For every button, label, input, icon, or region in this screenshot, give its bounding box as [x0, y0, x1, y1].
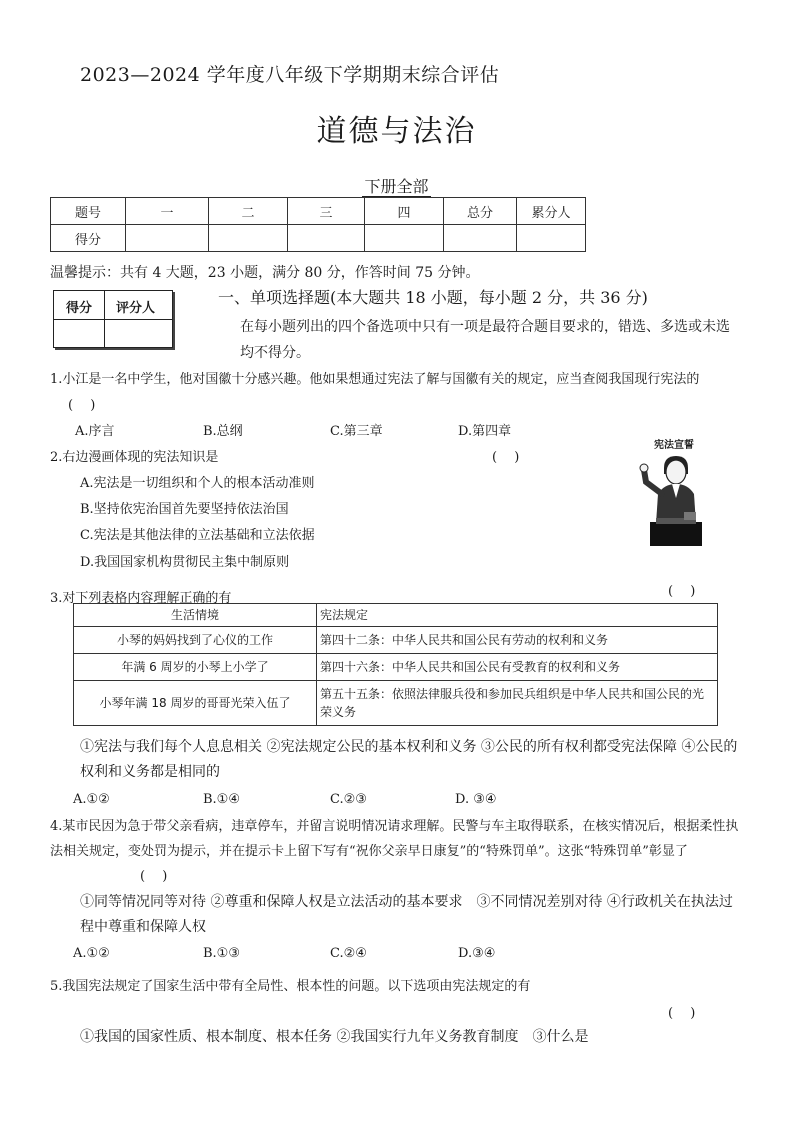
score-input-cell[interactable] — [126, 225, 209, 252]
answer-paren[interactable]: ( ) — [668, 584, 696, 599]
score-cell: 得分 — [51, 225, 126, 252]
option-b: B.总纲 — [203, 424, 243, 439]
option-d: D.③④ — [458, 946, 496, 961]
question-5-statements: ①我国的国家性质、根本制度、根本任务 ②我国实行九年义务教育制度 ③什么是 — [80, 1029, 589, 1045]
question-3-table — [73, 603, 718, 726]
score-cell: 累分人 — [517, 198, 586, 225]
table-cell-provision: 第四十二条：中华人民共和国公民有劳动的权利和义务 — [317, 627, 718, 654]
option-c: C.②④ — [330, 946, 367, 961]
question-3-stem: 3.对下列表格内容理解正确的有 — [50, 591, 232, 606]
score-table — [50, 197, 586, 252]
oath-figure-icon — [634, 450, 716, 550]
question-2-stem: 2.右边漫画体现的宪法知识是 — [50, 450, 219, 465]
table-cell-situation: 小琴年满 18 周岁的哥哥光荣入伍了 — [74, 681, 317, 726]
table-header-row — [74, 604, 718, 627]
option-a: A.序言 — [75, 424, 115, 439]
option-c: C.宪法是其他法律的立法基础和立法依据 — [80, 528, 315, 543]
exam-title: 2023—2024 学年度八年级下学期期末综合评估 — [80, 64, 500, 86]
score-input-cell[interactable] — [517, 225, 586, 252]
score-input-cell[interactable] — [444, 225, 517, 252]
score-input-cell[interactable] — [209, 225, 288, 252]
question-4-statements: ①同等情况同等对待 ②尊重和保障人权是立法活动的基本要求 ③不同情况差别对待 ④行政机关在执法过程中尊重和保障人权 — [80, 894, 733, 935]
table-cell-provision: 第五十五条：依照法律服兵役和参加民兵组织是中华人民共和国公民的光荣义务 — [317, 681, 718, 726]
volume-label — [0, 174, 793, 197]
answer-paren[interactable]: ( ) — [68, 398, 96, 413]
score-cell: 一 — [126, 198, 209, 225]
option-a: A.宪法是一切组织和个人的根本活动准则 — [80, 476, 315, 491]
exam-tip: 温馨提示：共有 4 大题，23 小题，满分 80 分，作答时间 75 分钟。 — [50, 265, 480, 281]
score-cell: 题号 — [51, 198, 126, 225]
question-5-stem: 5.我国宪法规定了国家生活中带有全局性、根本性的问题。以下选项由宪法规定的有 — [50, 979, 531, 994]
answer-paren[interactable]: ( ) — [668, 1006, 696, 1021]
score-cell: 二 — [209, 198, 288, 225]
grader-box — [53, 290, 173, 348]
cartoon-caption: 宪法宣誓 — [654, 440, 694, 451]
score-cell: 四 — [365, 198, 444, 225]
option-d: D. ③④ — [455, 792, 497, 807]
answer-paren[interactable]: ( ) — [492, 450, 520, 465]
score-input-cell[interactable] — [365, 225, 444, 252]
table-cell-situation: 小琴的妈妈找到了心仪的工作 — [74, 627, 317, 654]
section-description: 在每小题列出的四个备选项中只有一项是最符合题目要求的，错选、多选或未选均不得分。 — [240, 319, 730, 361]
score-input-cell[interactable] — [288, 225, 365, 252]
table-cell-provision: 第四十六条：中华人民共和国公民有受教育的权利和义务 — [317, 654, 718, 681]
score-table-header-row — [51, 198, 586, 225]
option-b: B.①③ — [203, 946, 240, 961]
option-a: A.①② — [73, 792, 110, 807]
question-4-stem — [50, 814, 740, 889]
score-cell: 三 — [288, 198, 365, 225]
question-1-stem: 1.小江是一名中学生，他对国徽十分感兴趣。他如果想通过宪法了解与国徽有关的规定，应当查阅我国现行宪法的 — [50, 372, 700, 387]
answer-paren[interactable]: ( ) — [140, 869, 168, 884]
score-cell: 总分 — [444, 198, 517, 225]
score-table-score-row — [51, 225, 586, 252]
table-cell-situation: 年满 6 周岁的小琴上小学了 — [74, 654, 317, 681]
section-title: 一、单项选择题(本大题共 18 小题，每小题 2 分，共 36 分) — [218, 288, 648, 307]
option-b: B.坚持依宪治国首先要坚持依法治国 — [80, 502, 289, 517]
option-a: A.①② — [73, 946, 110, 961]
table-row — [74, 627, 718, 654]
table-header-provision: 宪法规定 — [317, 604, 718, 627]
grader-box-grader-label: 评分人 — [116, 301, 156, 316]
subject-title: 道德与法治 — [316, 114, 477, 149]
constitution-oath-cartoon — [634, 436, 716, 548]
volume-text: 下册全部 — [364, 177, 429, 196]
option-d: D.第四章 — [458, 424, 512, 439]
grader-box-score-label: 得分 — [66, 301, 93, 316]
table-row — [74, 654, 718, 681]
option-c: C.②③ — [330, 792, 367, 807]
question-3-statements: ①宪法与我们每个人息息相关 ②宪法规定公民的基本权利和义务 ③公民的所有权利都受宪法保障 ④公民的权利和义务都是相同的 — [80, 739, 738, 780]
option-d: D.我国国家机构贯彻民主集中制原则 — [80, 555, 290, 570]
table-header-situation: 生活情境 — [74, 604, 317, 627]
table-row — [74, 681, 718, 726]
option-c: C.第三章 — [330, 424, 383, 439]
question-4-stem-text: 4.某市民因为急于带父亲看病，违章停车，并留言说明情况请求理解。民警与车主取得联系，在核实情况后，根据柔性执法相关规定，变处罚为提示，并在提示卡上留下写有“祝你父亲早日康复”的“特殊罚单”。这张“特殊罚单”彰显了 — [50, 819, 739, 859]
option-b: B.①④ — [203, 792, 240, 807]
